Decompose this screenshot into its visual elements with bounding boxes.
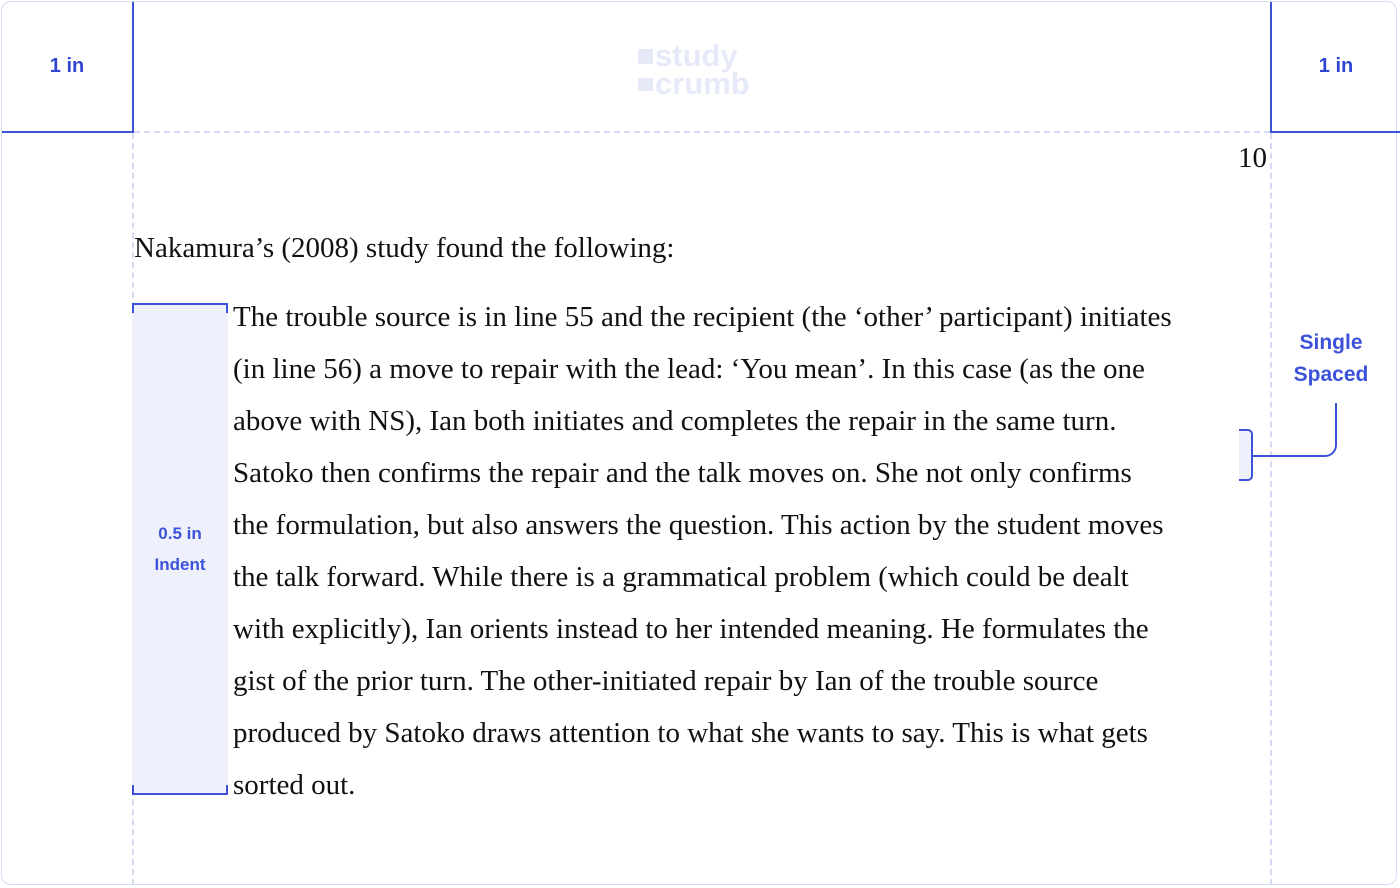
quote-line: (in line 56) a move to repair with the lead: ‘You mean’. In this case (as the one [233,353,1145,385]
spacing-connector-line [1253,403,1337,457]
top-margin-guide [134,131,1270,133]
quote-line: the formulation, but also answers the question. This action by the student moves [233,509,1164,541]
indent-amount-label: 0.5 in [158,524,202,543]
line-spacing-bracket [1239,429,1253,481]
indent-annotation [132,303,228,795]
studycrumb-logo [638,38,750,101]
logo-mark-icon [638,49,653,64]
quote-line: produced by Satoko draws attention to what she wants to say. This is what gets [233,717,1148,749]
right-margin-box [1270,2,1400,133]
page-number: 10 [1238,142,1267,174]
logo-text-line1: study [655,38,738,73]
single-spaced-annotation [1286,327,1376,391]
quote-line: The trouble source is in line 55 and the recipient (the ‘other’ participant) initiates [233,301,1172,333]
left-margin-box [2,2,134,133]
quote-line: with explicitly), Ian orients instead to her intended meaning. He formulates the [233,613,1149,645]
indent-caption-label: Indent [154,555,206,574]
quote-line: gist of the prior turn. The other-initiated repair by Ian of the trouble source [233,665,1099,697]
right-margin-label: 1 in [1318,55,1354,77]
quote-line: sorted out. [233,769,356,801]
spacing-label-line1: Single [1299,331,1363,354]
block-quote [233,291,1273,811]
left-margin-label: 1 in [49,55,85,77]
page-frame [1,1,1397,885]
logo-text-line2: crumb [655,66,750,101]
logo-mark-icon [638,78,653,91]
spacing-label-line2: Spaced [1293,363,1369,386]
quote-line: Satoko then confirms the repair and the talk moves on. She not only confirms [233,457,1132,489]
quote-line: the talk forward. While there is a grammatical problem (which could be dealt [233,561,1129,593]
quote-line: above with NS), Ian both initiates and completes the repair in the same turn. [233,405,1117,437]
intro-sentence: Nakamura’s (2008) study found the following: [134,232,675,264]
